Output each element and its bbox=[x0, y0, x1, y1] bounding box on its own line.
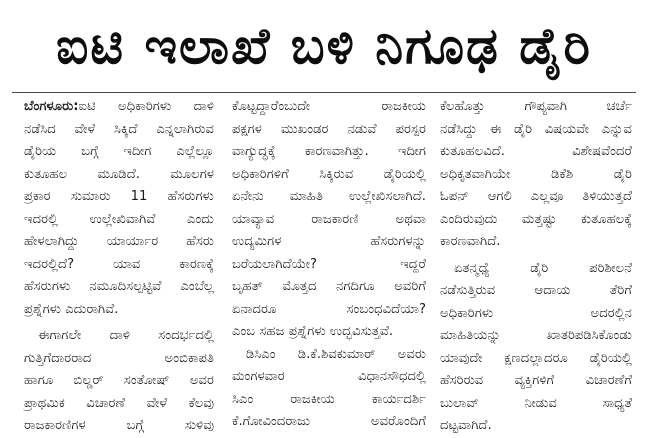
article-line: ಹೆಸರಿರುವ ವ್ಯಕ್ತಿಗಳಿಗೆ ವಿಚಾರಣೆಗೆ bbox=[440, 373, 632, 388]
article-line: ಎಂದಿರುವುದು ಮತ್ತಷ್ಟು ಕುತೂಹಲಕ್ಕೆ bbox=[440, 211, 632, 227]
headline: ಐಟಿ ಇಲಾಖೆ ಬಳಿ ನಿಗೂಢ ಡೈರಿ bbox=[56, 16, 592, 75]
article-line: ಕೆ.ಗೋವಿಂದರಾಜು ಅವರೊಂದಿಗೆ bbox=[232, 414, 426, 429]
article-line: ಬೃಹತ್ ಮೊತ್ತದ ನಗದಿಗೂ ಅವರಿಗೆ bbox=[232, 279, 426, 294]
article-line: ಪ್ರಾಥಮಿಕ ವಿಚಾರಣೆ ವೇಳೆ ಕೆಲವು bbox=[24, 395, 214, 411]
dateline: ಬೆಂಗಳೂರು: bbox=[24, 99, 79, 114]
article-line: ಇದರಲ್ಲಿದೆ? ಯಾವ ಕಾರಣಕ್ಕೆ bbox=[24, 256, 214, 272]
article-line: ದಟ್ಟವಾಗಿದೆ. bbox=[440, 418, 492, 433]
article-column-3 bbox=[440, 96, 632, 433]
article-column-2 bbox=[232, 96, 426, 429]
article-line: ಮಂಗಳವಾರ ವಿಧಾನಸೌಧದಲ್ಲಿ bbox=[232, 369, 426, 384]
article-line: ಹೇಳಲಾಗಿದ್ದು ಯಾರ್ಯಾರ ಹೆಸರು bbox=[24, 234, 214, 249]
article-line: ಪ್ರಕಾರ ಸುಮಾರು 11 ಹೆಸರುಗಳು bbox=[24, 189, 214, 204]
article-line: ಹೆಸರುಗಳು ನಮೂದಿಸಲ್ಪಟ್ಟಿವೆ ಎಂಬೆಲ್ಲ bbox=[24, 279, 214, 294]
article-line: ಇದರಲ್ಲಿ ಉಲ್ಲೇಖಿವಾಗಿವೆ ಎಂದು bbox=[24, 211, 214, 227]
article-line-text: ಐಟಿ ಅಧಿಕಾರಿಗಳು ದಾಳಿ bbox=[78, 99, 214, 114]
headline-rule bbox=[12, 92, 636, 93]
article-line: ಕುತೂಹಲವಿದೆ. ವಿಶೇಷವೆಂದರೆ bbox=[440, 144, 632, 159]
article-line: ಡೈರಿಯ ಬಗ್ಗೆ ಇದೀಗ ಎಲ್ಲೆಲ್ಲೂ bbox=[24, 144, 214, 159]
article-line: ಅಧಿಕಾರಿಗಳಿಗೆ ಸಿಕ್ಕಿರುವ ಡೈರಿಯಲ್ಲಿ bbox=[232, 166, 426, 182]
article-line: ಕೆಲಹೊತ್ತು ಗೌಪ್ಯವಾಗಿ ಚರ್ಚೆ bbox=[440, 99, 632, 114]
article-line: ಅಧಿಕೃತವಾಗಿಯೇ ಡಿಕೆಶಿ ಡೈರಿ bbox=[440, 166, 632, 182]
article-line: ಬುಲಾವ್ ನೀಡುವ ಸಾಧ್ಯತೆ bbox=[440, 395, 632, 411]
article-line: ಓಪನ್ ಆಗಲಿ ಎಲ್ಲವೂ ತಿಳಿಯುತ್ತದೆ bbox=[440, 189, 632, 204]
article-line: ನಡೆಸಿದ್ದು ಈ ಡೈರಿ ವಿಷಯವೇ ಎನ್ನುವ bbox=[440, 121, 632, 137]
article-line: ಎಂಬ ಸಹಜ ಪ್ರಶ್ನೆಗಳು ಉದ್ಭವಿಸುತ್ತವೆ. bbox=[232, 324, 394, 339]
article-line: ಏತನ್ಮಧ್ಯೆ ಡೈರಿ ಪರಿಶೀಲನೆ bbox=[454, 260, 632, 276]
article-line: ಕೊಟ್ಟದ್ದಾರೆಂಬುದೇ ರಾಜಕೀಯ bbox=[232, 99, 426, 114]
article-line bbox=[24, 96, 214, 119]
article-line: ಯಾವ್ಯಾವ ರಾಜಕಾರಣಿ ಅಥವಾ bbox=[232, 211, 426, 227]
article-line: ಹಾಗೂ ಬಿಲ್ಡರ್ ಸಂತೋಷ್ ಅವರ bbox=[24, 373, 214, 388]
article-line: ಕುತೂಹಲ ಮೂಡಿದೆ. ಮೂಲಗಳ bbox=[24, 166, 214, 182]
article-line: ಸಿಎಂ ರಾಜಕೀಯ ಕಾರ್ಯದರ್ಶಿ bbox=[232, 391, 426, 407]
article-line: ನಡೆಸುತ್ತಿರುವ ಆದಾಯ ತೆರಿಗೆ bbox=[440, 283, 632, 298]
article-line: ಉದ್ಯಮಿಗಳ ಹೆಸರುಗಳನ್ನು bbox=[232, 234, 426, 249]
article-line: ಗುತ್ತಿಗೆದಾರರಾದ ಅಂಬಿಕಾಪತಿ bbox=[24, 350, 214, 366]
article-line: ಏನೇನು ಮಾಹಿತಿ ಉಲ್ಲೇಖಿಸಲಾಗಿದೆ. bbox=[232, 189, 426, 204]
article-line: ಏನಾದರೂ ಸಂಬಂಧವಿದೆಯಾ? bbox=[232, 301, 426, 317]
article-line: ಬರೆಯಲಾಗಿದೆಯೇ? ಇದ್ದರೆ bbox=[232, 256, 426, 272]
article-line: ಯಾವುದೇ ಕ್ಷಣದಲ್ಲಾದರೂ ಡೈರಿಯಲ್ಲಿ bbox=[440, 350, 632, 366]
article-line: ಪ್ರಶ್ನೆಗಳು ಎದುರಾಗಿವೆ. bbox=[24, 301, 119, 317]
article-line: ಮಾಹಿತಿಯನ್ನು ಖಾತರಿಪಡಿಸಿಕೊಂಡು bbox=[440, 328, 632, 343]
article-line: ವಾಗ್ಯುದ್ಧಕ್ಕೆ ಕಾರಣವಾಗಿತ್ತು. ಇದೀಗ bbox=[232, 144, 426, 159]
article-line: ಈಗಾಗಲೇ ದಾಳಿ ಸಂದರ್ಭದಲ್ಲಿ bbox=[38, 328, 214, 343]
article-line: ಕಾರಣವಾಗಿದೆ. bbox=[440, 234, 501, 249]
article-line: ಅಧಿಕಾರಿಗಳು ಅದರಲ್ಲಿನ bbox=[440, 305, 632, 321]
article-line: ನಡೆಸಿದ ವೇಳೆ ಸಿಕ್ಕಿದೆ ಎನ್ನಲಾಗಿರುವ bbox=[24, 121, 214, 137]
article-line: ಪಕ್ಷಗಳ ಮುಖಂಡರ ನಡುವೆ ಪರಸ್ಪರ bbox=[232, 121, 426, 137]
article-column-1 bbox=[24, 96, 214, 433]
article-line: ರಾಜಕಾರಣಿಗಳ ಬಗ್ಗೆ ಸುಳಿವು bbox=[24, 418, 214, 433]
article-line: ಡಿಸಿಎಂ ಡಿ.ಕೆ.ಶಿವಕುಮಾರ್ ಅವರು bbox=[246, 346, 426, 362]
